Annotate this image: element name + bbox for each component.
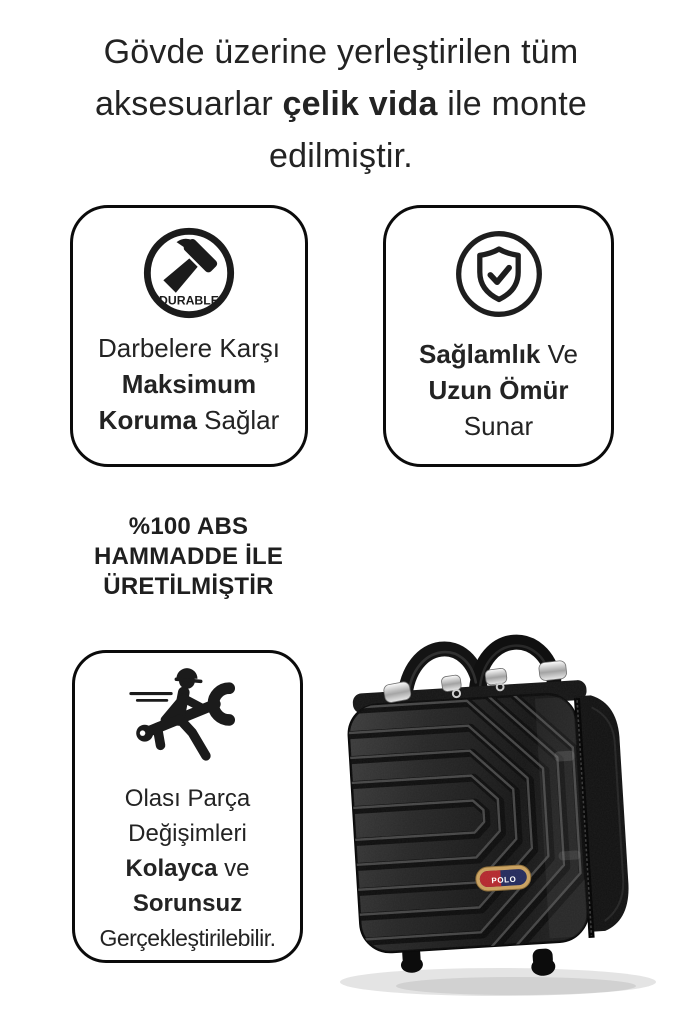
- card-easy-service: [72, 650, 303, 963]
- product-photo: [326, 606, 678, 1018]
- title-line-2: aksesuarlar çelik vida ile monte: [94, 85, 588, 123]
- check-mark: [490, 268, 509, 282]
- card-longevity-text: Sağlamlık Ve Uzun Ömür Sunar: [419, 339, 578, 441]
- hammer-durable-icon: [140, 224, 238, 322]
- polo-badge-label: POLO: [491, 874, 517, 886]
- material-note: %100 ABS HAMMADDE İLE ÜRETİLMİŞTİR: [93, 513, 284, 600]
- case-body: [326, 635, 646, 994]
- shield-check-icon: [451, 226, 547, 322]
- title-highlight: çelik vida: [282, 85, 438, 123]
- title-line-3: edilmiştir.: [269, 137, 413, 175]
- card-service-text: Olası Parça Değişimleri Kolayca ve Sorunsuz Gerçekleştirilebilir.: [99, 785, 276, 951]
- card-impact-protection: [70, 205, 308, 467]
- durable-label: DURABLE: [159, 293, 219, 308]
- card-longevity: [383, 205, 614, 467]
- title-line-1: Gövde üzerine yerleştirilen tüm: [103, 33, 579, 71]
- repairman-icon: [122, 665, 254, 777]
- page-title: [0, 26, 682, 182]
- card-impact-text: Darbelere Karşı Maksimum Koruma Sağlar: [97, 333, 281, 435]
- cosmetic-case-image: [326, 606, 678, 1018]
